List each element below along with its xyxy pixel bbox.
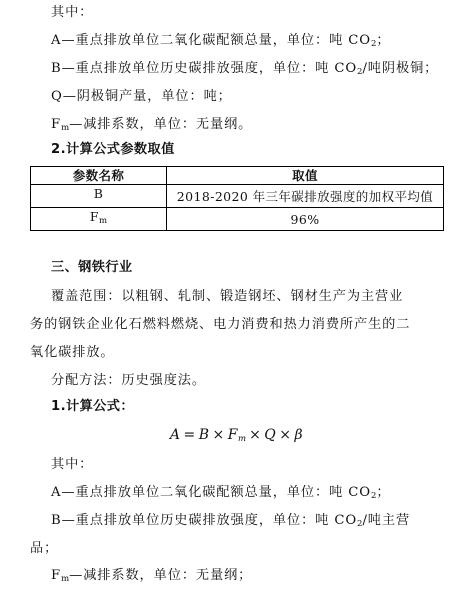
definition-a-2-subscript: 2	[370, 491, 377, 501]
definition-a-tail: ；	[376, 33, 391, 48]
param-value-cell: 2018-2020 年三年碳排放强度的加权平均值	[167, 185, 444, 208]
table-row	[31, 185, 444, 208]
definition-a-subscript: 2	[370, 39, 377, 49]
definition-f	[51, 116, 473, 137]
definition-b-2	[51, 512, 473, 533]
definition-b-2-text: B—重点排放单位历史碳排放强度，单位：吨 CO	[51, 513, 358, 528]
definition-b-2-subscript: 2	[357, 519, 363, 529]
param-name-cell	[31, 208, 167, 231]
formula-term-b: B	[198, 427, 210, 443]
param-name-subscript: m	[99, 216, 108, 226]
definition-q: Q—阴极铜产量，单位：吨；	[51, 89, 232, 104]
coverage-line-3: 氧化碳排放。	[30, 345, 115, 360]
definition-a-text: A—重点排放单位二氧化碳配额总量，单位：吨 CO	[51, 33, 371, 48]
definition-f-2-tail: —减排系数，单位：无量纲；	[69, 568, 253, 583]
definition-b-subscript: 2	[357, 67, 363, 77]
where-label-2: 其中：	[51, 457, 94, 472]
formula-times: ×	[279, 427, 292, 443]
definition-b-2-tail: /吨主营	[362, 513, 411, 528]
param-value-cell: 96%	[167, 208, 444, 231]
definition-a-2	[51, 484, 473, 505]
params-heading: 2.计算公式参数取值	[51, 142, 175, 157]
definition-f-2-head: F	[51, 568, 62, 583]
table-row	[31, 208, 444, 231]
coverage-line-2: 务的钢铁企业化石燃料燃烧、电力消费和热力消费所产生的二	[30, 317, 411, 332]
param-name-cell	[31, 185, 167, 208]
formula-times: ×	[249, 427, 262, 443]
coverage-line-1: 覆盖范围：以粗钢、轧制、锻造钢坯、钢材生产为主营业	[51, 289, 404, 304]
formula-term-beta: β	[294, 427, 304, 443]
definition-a	[51, 32, 473, 53]
formula-term-q: Q	[264, 427, 277, 443]
formula-equals: =	[183, 427, 196, 443]
definition-f-2-subscript: m	[61, 574, 70, 584]
param-table-header	[31, 167, 444, 185]
definition-a-2-tail: ；	[376, 485, 391, 500]
where-label: 其中：	[51, 5, 94, 20]
definition-b-2-continued: 品；	[30, 541, 59, 556]
formula-times: ×	[212, 427, 225, 443]
definition-b-text: B—重点排放单位历史碳排放强度，单位：吨 CO	[51, 61, 358, 76]
definition-f-subscript: m	[61, 123, 70, 133]
param-table-header-name: 参数名称	[31, 167, 167, 185]
param-table-header-value: 取值	[167, 167, 444, 185]
definition-b-tail: /吨阴极铜；	[362, 61, 439, 76]
definition-f-2	[51, 567, 473, 588]
section-heading: 三、钢铁行业	[51, 260, 133, 275]
definition-f-tail: —减排系数，单位：无量纲。	[69, 117, 253, 132]
formula-heading: 1.计算公式：	[51, 399, 134, 414]
allocation-method: 分配方法：历史强度法。	[51, 373, 206, 388]
param-name: B	[93, 186, 104, 201]
formula	[0, 425, 473, 449]
formula-term-f-subscript: m	[238, 434, 247, 444]
definition-b	[51, 60, 473, 81]
formula-term-f: F	[227, 427, 238, 443]
formula-lhs: A	[169, 427, 181, 443]
param-name: F	[89, 209, 99, 224]
param-table	[30, 166, 444, 231]
definition-f-head: F	[51, 117, 62, 132]
definition-a-2-text: A—重点排放单位二氧化碳配额总量，单位：吨 CO	[51, 485, 371, 500]
